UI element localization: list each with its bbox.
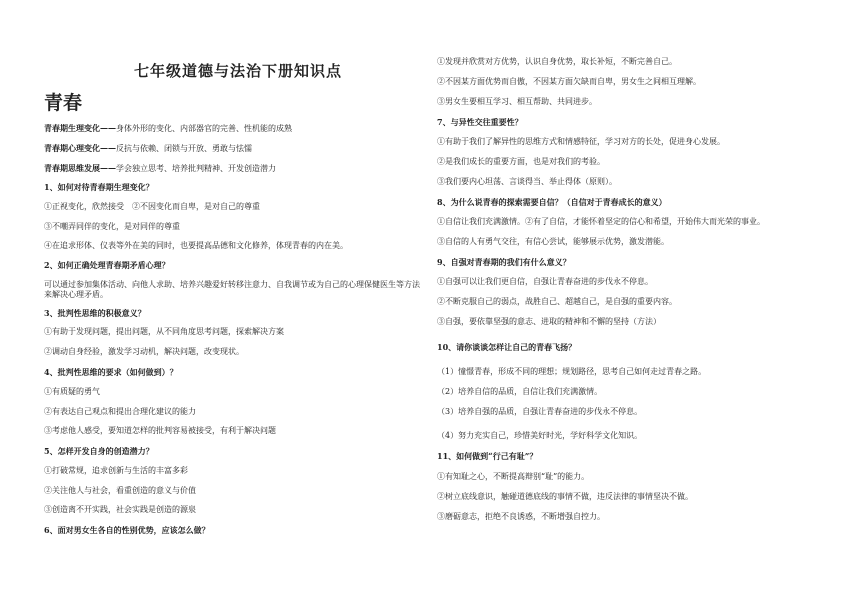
question-heading: 9、自强对青春期的我们有什么意义？ [437,257,571,267]
section-heading: 青春 [44,92,83,114]
answer-line: ②树立底线意识，触碰道德底线的事情不做，违反法律的事情坚决不做。 [437,492,693,501]
answer-line: （1）憧憬青春，形成不同的理想；规划路径，思考自己如何走过青春之路。 [437,367,707,376]
answer-line: ①自强可以让我们更自信，自强让青春奋进的步伐永不停息。 [437,277,653,286]
definition-1 [44,123,292,134]
question-heading: 8、为什么说青春的探索需要自信？（自信对于青春成长的意义） [437,197,667,207]
definition-3 [44,163,276,174]
answer-line: ③不嘲弄同伴的变化，是对同伴的尊重 [44,222,180,231]
question-heading: 6、面对男女生各自的性别优势，应该怎么做？ [44,525,210,535]
answer-line: ③男女生要相互学习、相互帮助、共同进步。 [437,97,597,106]
answer-line: （2）培养自信的品质，自信让我们充满激情。 [437,387,603,396]
question-heading: 1、如何对待青春期生理变化？ [44,182,154,192]
answer-line: （3）培养自强的品质，自强让青春奋进的步伐永不停息。 [437,407,643,416]
answer-line: ③考虑他人感受，要知道怎样的批判容易被接受，有利于解决问题 [44,426,276,435]
answer-line: ②关注他人与社会，看重创造的意义与价值 [44,486,196,495]
answer-line: （4）努力充实自己，珍惜美好时光，学好科学文化知识。 [437,431,643,440]
answer-line: ②不断克服自己的弱点，战胜自己、超越自己，是自强的重要内容。 [437,297,677,306]
answer-line: ①发现并欣赏对方优势，认识自身优势，取长补短，不断完善自己。 [437,57,677,66]
answer-line: ②调动自身经验，激发学习动机，解决问题，改变现状。 [44,347,244,356]
question-heading: 11、如何做到“行己有耻”？ [437,451,538,461]
answer-line: ①有助于我们了解异性的思维方式和情感特征，学习对方的长处，促进身心发展。 [437,137,725,146]
question-heading: 10、请你谈谈怎样让自己的青春飞扬？ [437,342,577,352]
answer-line: ①自信让我们充满激情。②有了自信，才能怀着坚定的信心和希望，开始伟大而光荣的事业。 [437,217,765,226]
answer-line: ③自信的人有勇气交往，有信心尝试，能够展示优势，激发潜能。 [437,237,669,246]
answer-line: ①正视变化，欣然接受 ②不因变化而自卑，是对自己的尊重 [44,202,260,211]
answer-line: ②不因某方面优势而自傲，不因某方面欠缺而自卑，男女生之间相互理解。 [437,77,701,86]
document-title: 七年级道德与法治下册知识点 [134,62,343,80]
answer-line: ②是我们成长的重要方面，也是对我们的考验。 [437,157,605,166]
question-heading: 5、怎样开发自身的创造潜力？ [44,446,154,456]
definition-term: 青春期心理变化—— [44,143,116,153]
definition-text: 学会独立思考、培养批判精神、开发创造潜力 [116,164,276,173]
answer-line: ③磨砺意志，拒绝不良诱惑，不断增强自控力。 [437,512,605,521]
answer-line: ①有质疑的勇气 [44,387,100,396]
question-heading: 7、与异性交往重要性？ [437,117,523,127]
definition-term: 青春期思维发展—— [44,163,116,173]
answer-line: ①有助于发现问题，提出问题，从不同角度思考问题，探索解决方案 [44,327,284,336]
definition-term: 青春期生理变化—— [44,123,116,133]
answer-line: ①打破常规，追求创新与生活的丰富多彩 [44,466,188,475]
question-heading: 3、批判性思维的积极意义？ [44,308,146,318]
answer-line: ②有表达自己观点和提出合理化建议的能力 [44,407,196,416]
definition-text: 身体外形的变化、内部器官的完善、性机能的成熟 [116,124,292,133]
answer-line: ③创造离不开实践，社会实践是创造的源泉 [44,505,196,514]
answer-line: ③自强，要依靠坚强的意志、进取的精神和不懈的坚持（方法） [437,317,661,326]
question-heading: 2、如何正确处理青春期矛盾心理？ [44,260,170,270]
answer-paragraph: 可以通过参加集体活动、向他人求助、培养兴趣爱好转移注意力、自我调节或为自己的心理保健医生等方法来解决心理矛盾。 [44,280,420,299]
answer-line: ④在追求形体、仪表等外在美的同时，也要提高品德和文化修养，体现青春的内在美。 [44,241,348,250]
question-heading: 4、批判性思维的要求（如何做到）？ [44,367,178,377]
definition-text: 反抗与依赖、闭锁与开放、勇敢与怯懦 [116,144,252,153]
definition-2 [44,143,252,154]
answer-line: ①有知耻之心，不断提高辩别“耻”的能力。 [437,472,590,481]
answer-line: ③我们要内心坦荡、言谈得当、举止得体（原则）。 [437,177,617,186]
